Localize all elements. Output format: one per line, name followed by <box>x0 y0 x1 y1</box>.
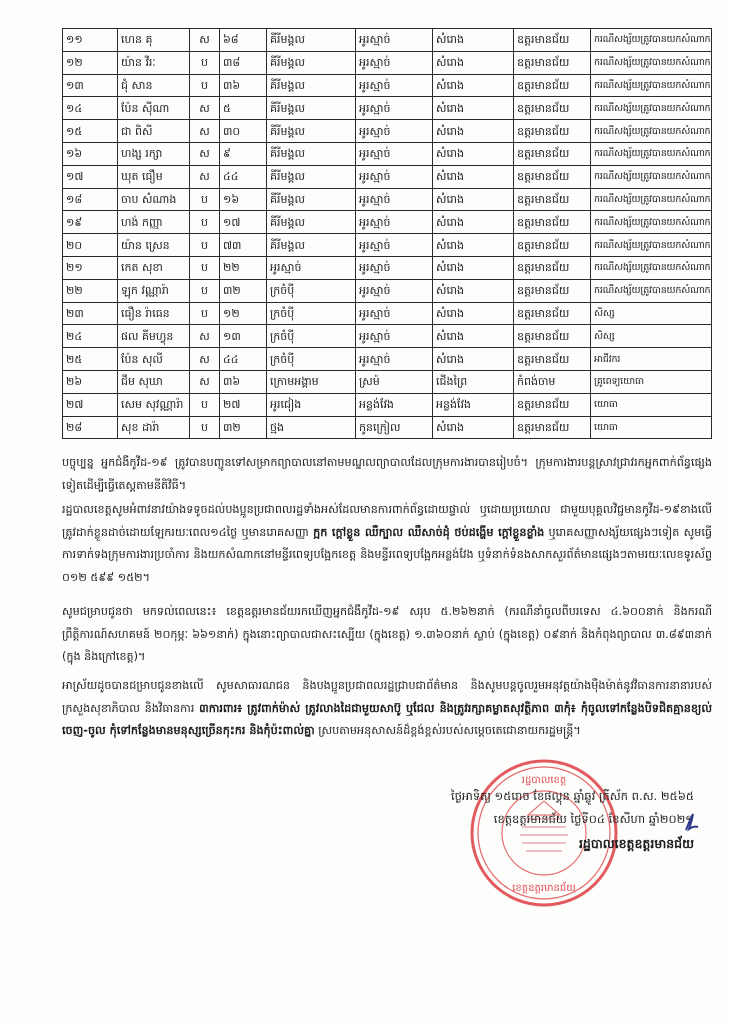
commune-cell: អូរស្មាច់ <box>356 29 433 52</box>
district-cell: សំរោង <box>433 29 514 52</box>
district-cell: សំរោង <box>433 74 514 97</box>
person-name-cell: ផល គីមហ្វុន <box>118 325 190 348</box>
commune-cell: អូរស្មាច់ <box>356 74 433 97</box>
village-cell: ក្រចំប៉ី <box>267 302 356 325</box>
sex-cell: ស <box>190 142 220 165</box>
village-cell: អូរស្មាច់ <box>267 256 356 279</box>
table-row <box>63 120 712 143</box>
sex-cell: ប <box>190 279 220 302</box>
paragraph-statistics <box>62 601 712 669</box>
province-cell: ឧត្តរមានជ័យ <box>514 302 591 325</box>
person-name-cell: ជុំ សាន <box>118 74 190 97</box>
remark-cell: ករណីសង្ស័យត្រូវបានយកសំណាក <box>591 234 712 257</box>
village-cell: អូរជៀង <box>267 393 356 416</box>
remark-cell: ករណីសង្ស័យត្រូវបានយកសំណាក <box>591 74 712 97</box>
age-cell: ៤៤ <box>220 348 267 371</box>
sex-cell: ស <box>190 165 220 188</box>
age-cell: ២២ <box>220 256 267 279</box>
paragraph-treatment <box>62 452 712 497</box>
remark-cell: សិស្ស <box>591 325 712 348</box>
age-cell: ១៣ <box>220 325 267 348</box>
village-cell: ក្រចំប៉ី <box>267 279 356 302</box>
table-row <box>63 188 712 211</box>
province-cell: ឧត្តរមានជ័យ <box>514 393 591 416</box>
district-cell: សំរោង <box>433 97 514 120</box>
table-row <box>63 142 712 165</box>
row-number-cell: ២០ <box>63 234 118 257</box>
district-cell: សំរោង <box>433 165 514 188</box>
sex-cell: ស <box>190 97 220 120</box>
age-cell: ៦៨ <box>220 29 267 52</box>
district-cell: សំរោង <box>433 188 514 211</box>
row-number-cell: ២៧ <box>63 393 118 416</box>
row-number-cell: ២៥ <box>63 348 118 371</box>
row-number-cell: ២៤ <box>63 325 118 348</box>
table-row <box>63 416 712 439</box>
commune-cell: អូរស្មាច់ <box>356 188 433 211</box>
sex-cell: ស <box>190 120 220 143</box>
person-name-cell: ឃុត ធឿម <box>118 165 190 188</box>
table-row <box>63 279 712 302</box>
district-cell: សំរោង <box>433 142 514 165</box>
date-solar: ខេត្តឧត្តរមានជ័យ ថ្ងៃទី០៤ ខែសីហា ឆ្នាំ២០២១ <box>493 812 694 826</box>
district-cell: សំរោង <box>433 211 514 234</box>
village-cell: គីរីមង្គល <box>267 74 356 97</box>
person-name-cell: ចាប សំណាង <box>118 188 190 211</box>
table-row <box>63 51 712 74</box>
remark-cell: អាជីវករ <box>591 348 712 371</box>
age-cell: ២៧ <box>220 393 267 416</box>
village-cell: ថ្មង <box>267 416 356 439</box>
district-cell: ជើងព្រៃ <box>433 370 514 393</box>
row-number-cell: ២២ <box>63 279 118 302</box>
table-row <box>63 348 712 371</box>
paragraph-appeal <box>62 499 712 589</box>
commune-cell: អូរស្មាច់ <box>356 51 433 74</box>
row-number-cell: ១៥ <box>63 120 118 143</box>
pen-mark-icon <box>680 812 702 832</box>
sex-cell: ប <box>190 393 220 416</box>
village-cell: គីរីមង្គល <box>267 234 356 257</box>
table-row <box>63 97 712 120</box>
remark-cell: ករណីសង្ស័យត្រូវបានយកសំណាក <box>591 97 712 120</box>
commune-cell: អូរស្មាច់ <box>356 97 433 120</box>
province-cell: ឧត្តរមានជ័យ <box>514 51 591 74</box>
village-cell: គីរីមង្គល <box>267 51 356 74</box>
remark-cell: យោធា <box>591 416 712 439</box>
sex-cell: ប <box>190 416 220 439</box>
sex-cell: ប <box>190 256 220 279</box>
row-number-cell: ២៣ <box>63 302 118 325</box>
row-number-cell: ១២ <box>63 51 118 74</box>
sex-cell: ស <box>190 348 220 371</box>
district-cell: សំរោង <box>433 256 514 279</box>
village-cell: គីរីមង្គល <box>267 211 356 234</box>
paragraph-measures-text-a: អាស្រ័យដូចបានជម្រាបជូនខាងលើ សូមសាធារណជន និងបងប្អូនប្រជាពលរដ្ឋជ្រាបជាព័ត៌មាន និងសូមបន្តចូលរួមអនុវត្តយ៉ាងម៉ឺងម៉ាត់នូវវិធានការនានារបស់ក្រសួងសុខាភិបាល និងវិធានការ <box>62 679 712 715</box>
paragraph-treatment-text: បច្ចុប្បន្ន អ្នកជំងឺកូវីដ-១៩ ត្រូវបានបញ្ជូនទៅសម្រាកព្យាបាលនៅតាមមណ្ឌលព្យាបាលដែលក្រុមការងារបានរៀបចំ។ ក្រុមការងារបន្តស្រាវជ្រាវរកអ្នកពាក់ព័ន្ធផ្សេងទៀតដើម្បីធ្វើតេស្តតាមនីតិវិធី។ <box>62 456 712 492</box>
age-cell: ១៧ <box>220 211 267 234</box>
province-cell: ឧត្តរមានជ័យ <box>514 416 591 439</box>
sex-cell: ប <box>190 234 220 257</box>
district-cell: សំរោង <box>433 51 514 74</box>
issuing-authority: រដ្ឋបាលខេត្តឧត្តរមានជ័យ <box>578 836 694 851</box>
row-number-cell: ២១ <box>63 256 118 279</box>
row-number-cell: ១៣ <box>63 74 118 97</box>
table-row <box>63 370 712 393</box>
official-seal <box>468 757 620 909</box>
commune-cell: ស្រម៉ <box>356 370 433 393</box>
remark-cell: ករណីសង្ស័យត្រូវបានយកសំណាក <box>591 165 712 188</box>
age-cell: ៥ <box>220 97 267 120</box>
table-row <box>63 256 712 279</box>
commune-cell: កូនក្រៀល <box>356 416 433 439</box>
table-row <box>63 393 712 416</box>
sex-cell: ប <box>190 188 220 211</box>
person-name-cell: ប៉ែន ស៊ីណា <box>118 97 190 120</box>
paragraph-appeal-symptoms: ក្អក ក្តៅខ្លួន ឈឺក្បាល ឈឺសាច់ដុំ ថប់ដង្ហើម ក្តៅខ្លួនខ្លាំង <box>313 525 545 539</box>
row-number-cell: ១៦ <box>63 142 118 165</box>
paragraph-measures-rules: ៣ការពារ៖ ត្រូវពាក់ម៉ាស់ ត្រូវលាងដៃជាមួយសាប៊ូ ឬជែល និងត្រូវរក្សាគម្លាតសុវត្ថិភាព ៣កុំ៖ កុំចូលទៅកន្លែងបិទជិតគ្មានខ្យល់ចេញ-ចូល កុំទៅកន្លែងមានមនុស្សច្រើនកុះករ និងកុំប៉ះពាល់គ្នា <box>62 701 712 737</box>
district-cell: អន្លង់វែង <box>433 393 514 416</box>
village-cell: ក្រចំប៉ី <box>267 325 356 348</box>
paragraph-measures-text-c: ស្របតាមអនុសាសន៍ដ៏ខ្ពង់ខ្ពស់របស់សម្តេចតេជោនាយករដ្ឋមន្ត្រី។ <box>314 724 581 737</box>
age-cell: ១២ <box>220 302 267 325</box>
village-cell: គីរីមង្គល <box>267 29 356 52</box>
remark-cell: យោធា <box>591 393 712 416</box>
age-cell: ៣៦ <box>220 74 267 97</box>
table-row <box>63 325 712 348</box>
row-number-cell: ២៦ <box>63 370 118 393</box>
person-name-cell: យ៉ាន វីរៈ <box>118 51 190 74</box>
remark-cell: គ្រូពេទ្យយោធា <box>591 370 712 393</box>
sex-cell: ប <box>190 211 220 234</box>
province-cell: ឧត្តរមានជ័យ <box>514 188 591 211</box>
commune-cell: អូរស្មាច់ <box>356 142 433 165</box>
remark-cell: ករណីសង្ស័យត្រូវបានយកសំណាក <box>591 29 712 52</box>
age-cell: ៣០ <box>220 120 267 143</box>
sex-cell: ប <box>190 302 220 325</box>
row-number-cell: ១១ <box>63 29 118 52</box>
province-cell: ឧត្តរមានជ័យ <box>514 74 591 97</box>
remark-cell: ករណីសង្ស័យត្រូវបានយកសំណាក <box>591 120 712 143</box>
person-name-cell: សុខ ដារ៉ា <box>118 416 190 439</box>
province-cell: ឧត្តរមានជ័យ <box>514 256 591 279</box>
row-number-cell: ១៧ <box>63 165 118 188</box>
village-cell: គីរីមង្គល <box>267 188 356 211</box>
remark-cell: ករណីសង្ស័យត្រូវបានយកសំណាក <box>591 279 712 302</box>
age-cell: ១៦ <box>220 188 267 211</box>
remark-cell: សិស្ស <box>591 302 712 325</box>
table-row <box>63 234 712 257</box>
province-cell: ឧត្តរមានជ័យ <box>514 279 591 302</box>
paragraph-measures <box>62 675 712 743</box>
table-row <box>63 29 712 52</box>
commune-cell: អូរស្មាច់ <box>356 234 433 257</box>
row-number-cell: ១៨ <box>63 188 118 211</box>
age-cell: ៣២ <box>220 416 267 439</box>
province-cell: ឧត្តរមានជ័យ <box>514 97 591 120</box>
table-row <box>63 74 712 97</box>
province-cell: ឧត្តរមានជ័យ <box>514 120 591 143</box>
province-cell: ឧត្តរមានជ័យ <box>514 142 591 165</box>
province-cell: ឧត្តរមានជ័យ <box>514 234 591 257</box>
province-cell: ឧត្តរមានជ័យ <box>514 29 591 52</box>
district-cell: សំរោង <box>433 325 514 348</box>
village-cell: គីរីមង្គល <box>267 97 356 120</box>
person-name-cell: ឡុក វណ្ណារ៉ា <box>118 279 190 302</box>
row-number-cell: ១៤ <box>63 97 118 120</box>
person-name-cell: ធឿន រ៉ាធេន <box>118 302 190 325</box>
sex-cell: ប <box>190 51 220 74</box>
commune-cell: អូរស្មាច់ <box>356 325 433 348</box>
commune-cell: អន្លង់វែង <box>356 393 433 416</box>
village-cell: គីរីមង្គល <box>267 120 356 143</box>
commune-cell: អូរស្មាច់ <box>356 279 433 302</box>
district-cell: សំរោង <box>433 279 514 302</box>
row-number-cell: ១៩ <box>63 211 118 234</box>
age-cell: ៣២ <box>220 279 267 302</box>
province-cell: ឧត្តរមានជ័យ <box>514 211 591 234</box>
person-name-cell: ប៉ែន សុលី <box>118 348 190 371</box>
person-name-cell: ជឹម សុឃា <box>118 370 190 393</box>
age-cell: ៧៣ <box>220 234 267 257</box>
district-cell: សំរោង <box>433 348 514 371</box>
person-name-cell: យ៉ាន ស្រេន <box>118 234 190 257</box>
age-cell: ៣៨ <box>220 51 267 74</box>
village-cell: គីរីមង្គល <box>267 165 356 188</box>
province-cell: កំពង់ចាម <box>514 370 591 393</box>
district-cell: សំរោង <box>433 120 514 143</box>
district-cell: សំរោង <box>433 302 514 325</box>
commune-cell: អូរស្មាច់ <box>356 348 433 371</box>
table-row <box>63 165 712 188</box>
province-cell: ឧត្តរមានជ័យ <box>514 325 591 348</box>
province-cell: ឧត្តរមានជ័យ <box>514 348 591 371</box>
row-number-cell: ២៨ <box>63 416 118 439</box>
sex-cell: ប <box>190 74 220 97</box>
commune-cell: អូរស្មាច់ <box>356 165 433 188</box>
person-name-cell: ហង្ស រក្សា <box>118 142 190 165</box>
commune-cell: អូរស្មាច់ <box>356 120 433 143</box>
commune-cell: អូរស្មាច់ <box>356 302 433 325</box>
remark-cell: ករណីសង្ស័យត្រូវបានយកសំណាក <box>591 142 712 165</box>
seal-top-text: រដ្ឋបាលខេត្ត <box>521 775 567 786</box>
sex-cell: ស <box>190 29 220 52</box>
person-name-cell: ជា ពិសី <box>118 120 190 143</box>
remark-cell: ករណីសង្ស័យត្រូវបានយកសំណាក <box>591 188 712 211</box>
village-cell: គីរីមង្គល <box>267 142 356 165</box>
district-cell: សំរោង <box>433 416 514 439</box>
commune-cell: អូរស្មាច់ <box>356 211 433 234</box>
person-name-cell: ហង់ កញ្ញា <box>118 211 190 234</box>
commune-cell: អូរស្មាច់ <box>356 256 433 279</box>
remark-cell: ករណីសង្ស័យត្រូវបានយកសំណាក <box>591 256 712 279</box>
table-row <box>63 302 712 325</box>
person-name-cell: ហេន គុ <box>118 29 190 52</box>
paragraph-appeal-text-c: ឬរោគសញ្ញាសង្ស័យផ្សេងៗទៀត សូមធ្វើការទាក់ទងក្រុមការងារប្រចាំការ និងយកសំណាកនៅមន្ទីរពេទ្យបង្អែកខេត្ត និងមន្ទីរពេទ្យបង្អែកអន្លង់វែង ឬទំនាក់ទំនងសាកសួរព័ត៌មានផ្សេងៗតាមរយៈលេខទូរស័ព្ទ ០១២ ៥៩៩ ១៥២។ <box>62 525 712 584</box>
paragraph-appeal-text-a: រដ្ឋបាលខេត្តសូមអំពាវនាវយ៉ាងទទូចដល់បងប្អូនប្រជាពលរដ្ឋទាំងអស់ដែលមានការពាក់ព័ន្ធដោយផ្ទាល់ ឬដោយប្រយោល ជាមួយបុគ្គលវិជ្ជមានកូវីដ-១៩ខាងលើ ត្រូវដាក់ខ្លួនដាច់ដោយឡែករយៈពេល១៤ថ្ងៃ ឬមានរោគសញ្ញា <box>62 503 712 539</box>
date-lunar: ថ្ងៃអាទិត្យ ១៥រោច ខែផល្គុន ឆ្នាំឆ្លូវ ត្រីស័ក ព.ស. ២៥៦៥ <box>450 789 694 803</box>
patient-table-body <box>63 29 712 439</box>
sex-cell: ស <box>190 370 220 393</box>
village-cell: ក្រចំប៉ី <box>267 348 356 371</box>
age-cell: ៣៦ <box>220 370 267 393</box>
province-cell: ឧត្តរមានជ័យ <box>514 165 591 188</box>
age-cell: ៩ <box>220 142 267 165</box>
table-row <box>63 211 712 234</box>
paragraph-statistics-text: សូមជម្រាបជូនថា មកទល់ពេលនេះ៖ ខេត្តឧត្តរមានជ័យរកឃើញអ្នកជំងឺកូវីដ-១៩ សរុប ៥.២៦២នាក់ (ករណីនាំចូលពីបរទេស ៤.៦០០នាក់ និងករណីព្រឹត្តិការណ៍សហគមន៍ ២០កុម្ភៈ ៦៦១នាក់) ក្នុងនោះព្យាបាលជាសះស្បើយ (ក្នុងខេត្ត) ១.៣៦០នាក់ ស្លាប់ (ក្នុងខេត្ត) ០៩នាក់ និងកំពុងព្យាបាល ៣.៨៩៣នាក់ (ក្នុង និងក្រៅខេត្ត)។ <box>62 605 712 663</box>
remark-cell: ករណីសង្ស័យត្រូវបានយកសំណាក <box>591 211 712 234</box>
age-cell: ៤៤ <box>220 165 267 188</box>
seal-bottom-text: ខេត្តឧត្តរមានជ័យ <box>512 883 576 894</box>
patient-table <box>62 28 712 439</box>
person-name-cell: កេត សុខា <box>118 256 190 279</box>
sex-cell: ស <box>190 325 220 348</box>
person-name-cell: សេម សុវណ្ណារ៉ា <box>118 393 190 416</box>
village-cell: ក្រោមអង្គាម <box>267 370 356 393</box>
district-cell: សំរោង <box>433 234 514 257</box>
remark-cell: ករណីសង្ស័យត្រូវបានយកសំណាក <box>591 51 712 74</box>
